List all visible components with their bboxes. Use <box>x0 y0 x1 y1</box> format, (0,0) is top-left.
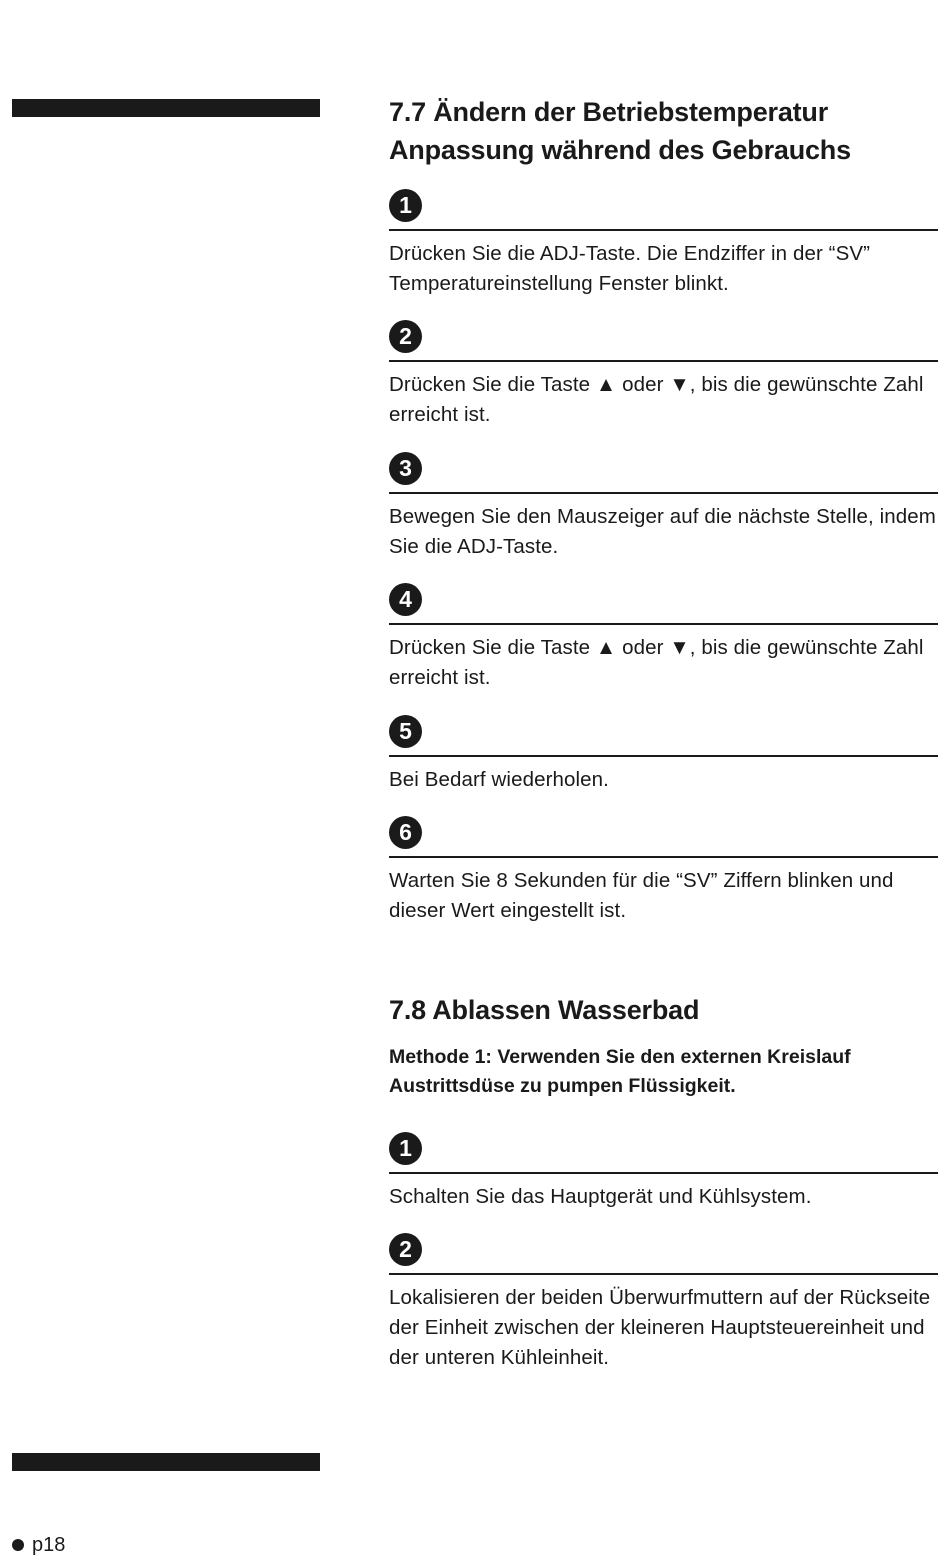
step-divider <box>389 1273 938 1275</box>
step-divider <box>389 229 938 231</box>
step-text: Warten Sie 8 Sekunden für die “SV” Ziffern blinken und dieser Wert eingestellt ist. <box>389 869 894 922</box>
section-7-7-step-1 <box>389 189 938 295</box>
section-7-7-step-2 <box>389 320 938 426</box>
step-number-3-icon: 3 <box>389 452 422 485</box>
step-text: Drücken Sie die Taste ▲ oder ▼, bis die gewünschte Zahl erreicht ist. <box>389 373 924 426</box>
step-divider <box>389 856 938 858</box>
step-text: Drücken Sie die ADJ-Taste. Die Endziffer in der “SV” Temperatureinstellung Fenster blinkt. <box>389 242 871 295</box>
step-number-1-icon: 1 <box>389 189 422 222</box>
section-7-7-step-6 <box>389 816 938 922</box>
step-number-6-icon: 6 <box>389 816 422 849</box>
step-divider <box>389 1172 938 1174</box>
section-7-7-title-line2: Anpassung während des Gebrauchs <box>389 135 851 165</box>
section-7-8-title: 7.8 Ablassen Wasserbad <box>389 995 700 1025</box>
step-text: Bei Bedarf wiederholen. <box>389 768 609 791</box>
step-divider <box>389 623 938 625</box>
bullet-icon <box>12 1539 24 1551</box>
step-text: Lokalisieren der beiden Überwurfmuttern auf der Rückseite der Einheit zwischen der kleineren Hauptsteuereinheit und der unteren Kühleinheit. <box>389 1286 931 1369</box>
top-decorative-bar <box>12 99 320 117</box>
step-text: Schalten Sie das Hauptgerät und Kühlsystem. <box>389 1185 812 1208</box>
section-7-8-step-2 <box>389 1233 938 1369</box>
step-number-2-icon: 2 <box>389 320 422 353</box>
page-footer <box>12 1531 65 1559</box>
bottom-decorative-bar <box>12 1453 320 1471</box>
section-7-7-step-3 <box>389 452 938 558</box>
step-divider <box>389 755 938 757</box>
section-7-7-step-5 <box>389 715 938 791</box>
step-number-2-icon: 2 <box>389 1233 422 1266</box>
step-text: Drücken Sie die Taste ▲ oder ▼, bis die gewünschte Zahl erreicht ist. <box>389 636 924 689</box>
step-divider <box>389 360 938 362</box>
step-number-5-icon: 5 <box>389 715 422 748</box>
section-7-7-step-4 <box>389 583 938 689</box>
step-divider <box>389 492 938 494</box>
step-number-4-icon: 4 <box>389 583 422 616</box>
step-number-1-icon: 1 <box>389 1132 422 1165</box>
step-text: Bewegen Sie den Mauszeiger auf die nächste Stelle, indem Sie die ADJ-Taste. <box>389 505 936 558</box>
method-1-heading: Methode 1: Verwenden Sie den externen Kreislauf Austrittsdüse zu pumpen Flüssigkeit. <box>389 1046 851 1097</box>
section-7-8-step-1 <box>389 1132 938 1208</box>
page-number: p18 <box>32 1534 66 1556</box>
section-7-7-title-line1: 7.7 Ändern der Betriebstemperatur <box>389 97 829 127</box>
